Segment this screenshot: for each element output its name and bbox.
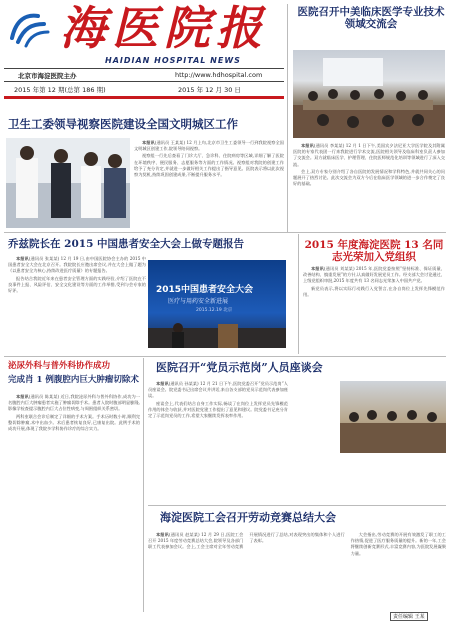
editor-credit: 责任编辑 王某 [390, 612, 428, 621]
masthead-title: 海医院报 [60, 1, 268, 55]
paragraph: 报告结合我院近年来在患者安全管理方面的实践经验,介绍了医院在不良事件上报、风险评估、安全文化建设等方面的工作举措,受到与会专家的好评。 [8, 275, 146, 294]
paragraph: (通讯员 刘某某) 2015 年,医院党委按照“坚持标准、保证质量、改善结构、慎重发展”的方针,认真做好发展党员工作。经支部大会讨论通过、上级党组织审批,2015 年度共有 13 名同志光荣加入中国共产党。 [303, 266, 445, 284]
paragraph: (通讯员 张某某) 12 月 19 日,由中国医院协会主办的 2015 中国患者安全大会在北京召开。我院院长应邀出席会议,并在大会上做了题为《以患者安全为核心,持续改进医疗质量》的专题报告。 [8, 256, 146, 274]
paragraph: (通讯员 赵某某) 12 月 29 日,医院工会召开 2015 年度劳动竞赛总结大会,院领导及各部门职工代表参加会议。会上,工会主席对全年劳动竞赛开展情况进行了总结,对表现突出的集体和个人进行了表彰。 [148, 532, 345, 550]
headline-surgery-line1: 泌尿外科与普外科协作成功 [8, 361, 111, 371]
body-party-members [303, 266, 445, 352]
body-patient-safety [8, 256, 146, 352]
hospital-logo-icon [8, 8, 50, 48]
body-model-posts [148, 381, 288, 501]
conference-banner-date: 2015.12.19 北京 [196, 308, 233, 313]
headline-civilization-inspection: 卫生工委领导视察医院建设全国文明城区工作 [8, 117, 238, 131]
byline: 本报讯 [16, 256, 29, 261]
masthead-title-en: HAIDIAN HOSPITAL NEWS [105, 56, 241, 65]
issue-date: 2015 年 12 月 30 日 [178, 86, 241, 94]
paragraph: (通讯员 李某某) 12 月 1 日下午,美国宾夕法尼亚大学医学院及其附属医院的专家代表团一行来我院进行学术交流,医院相关领导及临床科室负责人参加了交流会。双方就临床医学、护理管理、住院医师规范化培训等领域进行了深入交流。 [293, 143, 445, 167]
byline: 本报讯 [156, 532, 169, 537]
conference-banner-title: 2015中国患者安全大会 [156, 285, 254, 295]
photo-inspection [6, 138, 130, 228]
headline-surgery-line2: 完成肖 1 例腹腔内巨大肿瘤切除术 [8, 375, 139, 385]
paragraph: 会上,双方专家分别介绍了各自医院的发展情况和学科特色,并就共同关心的问题展开了热烈讨论。此次交流会为双方今后在临床医学领域的进一步合作奠定了良好的基础。 [293, 168, 445, 187]
paragraph: (通讯员 王某某) 12 月上旬,北京市卫生工委领导一行到我院视察全国文明城区创建工作,院领导陪同视察。 [134, 140, 284, 152]
headline-patient-safety: 乔兹院长在 2015 中国患者安全大会上做专题报告 [8, 238, 245, 250]
paragraph: 座谈会上,代表们结合自身工作实际,畅谈了在岗位上发挥党员先锋模范作用的体会与收获,并对医院党建工作提出了意见和建议。院党委书记充分肯定了示范岗党员的工作,希望大家继续发挥表率作用。 [148, 400, 288, 419]
paragraph: 两科室联合会诊后制定了详细的手术方案。手术历时数小时,顺利完整切除肿瘤,术中出血少。术后患者恢复良好,已康复出院。此例手术的成功开展,体现了我院多学科协作诊疗的综合实力。 [8, 413, 140, 432]
body-labor-union [148, 532, 446, 612]
conference-banner-subtitle: 医疗与用药安全新进展 [168, 298, 229, 305]
paragraph: 视察组一行先后查看了门诊大厅、急诊科、住院病房等区域,详细了解了医院在环境秩序、便民服务、志愿服务等方面的工作情况。视察组对我院的创建工作给予了充分肯定,并就进一步做好相关工作提出了指导意见。医院表示将以此次视察为契机,持续巩固创建成果,不断提升服务水平。 [134, 153, 284, 178]
body-civilization-inspection [134, 140, 284, 228]
byline: 本报讯 [301, 143, 314, 148]
byline: 本报讯 [311, 266, 324, 271]
paragraph: 新党员表示,将以实际行动践行入党誓言,在各自岗位上发挥先锋模范作用。 [303, 285, 445, 297]
headline-party-members: 2015 年度海淀医院 13 名同志光荣加入党组织 [304, 239, 444, 264]
byline: 本报讯 [142, 140, 155, 145]
publisher: 北京市海淀医院主办 [18, 72, 77, 80]
headline-labor-union: 海淀医院工会召开劳动竞赛总结大会 [160, 511, 336, 524]
body-surgery [8, 394, 140, 614]
body-intl-exchange [293, 143, 445, 231]
byline: 本报讯 [156, 381, 169, 386]
paragraph: (通讯员 陈某某) 近日,我院泌尿外科与普外科协作,成功为一名腹腔内巨大肿瘤患者实施了肿瘤切除手术。患者入院时腹部明显膨隆,影像学检查提示腹腔内巨大占位性病变,与周围组织关系密切。 [8, 394, 140, 412]
photo-meeting-room [293, 50, 445, 138]
byline: 本报讯 [16, 394, 29, 399]
headline-intl-exchange: 医院召开中美临床医学专业技术领域交流会 [297, 6, 445, 31]
website-url: http://www.hdhospital.com [175, 71, 263, 79]
photo-safety-conference [148, 260, 286, 348]
headline-model-posts: 医院召开“党员示范岗”人员座谈会 [156, 361, 323, 374]
photo-model-posts [340, 381, 446, 453]
issue-number: 2015 年第 12 期(总第 186 期) [14, 86, 106, 94]
paragraph: (通讯员 孙某某) 12 月 21 日下午,医院党委召开“党员示范岗”人员座谈会。院党委书记出席会议并讲话,来自各支部的党员示范岗代表参加座谈。 [148, 381, 288, 399]
paragraph: 大会指出,劳动竞赛的开展有效激发了职工的工作热情,促进了医疗服务质量的提升。新的一年,工会将继续创新竞赛形式,丰富竞赛内容,为医院发展凝聚力量。 [350, 532, 446, 556]
